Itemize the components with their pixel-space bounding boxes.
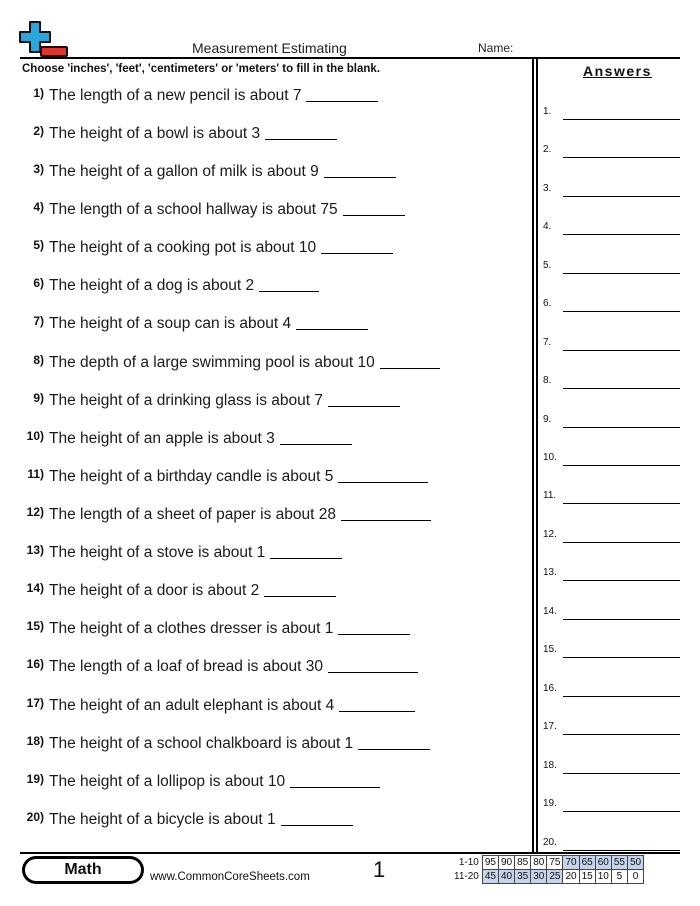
question-number: 2)	[33, 124, 44, 138]
answer-line	[563, 503, 680, 504]
answer-line	[563, 350, 680, 351]
answer-line	[563, 580, 680, 581]
question-number: 11)	[27, 467, 44, 481]
question-number: 4)	[33, 200, 44, 214]
question-item	[20, 163, 396, 181]
answer-line	[563, 234, 680, 235]
answer-blank	[358, 749, 430, 750]
question-number: 17)	[26, 696, 44, 710]
question-text: The height of an adult elephant is about 4	[49, 697, 335, 714]
score-cell: 25	[547, 870, 563, 884]
question-text: The height of a bicycle is about 1	[49, 811, 276, 828]
answer-blank	[264, 596, 336, 597]
question-number: 8)	[33, 353, 44, 367]
score-cell: 95	[482, 856, 498, 870]
answer-number: 20.	[543, 837, 557, 848]
score-cell: 55	[611, 856, 627, 870]
answer-blank	[341, 520, 431, 521]
score-cell: 10	[595, 870, 611, 884]
question-text: The height of a bowl is about 3	[49, 125, 261, 142]
question-item	[20, 315, 368, 333]
question-item	[20, 811, 353, 829]
question-number: 14)	[26, 581, 44, 595]
question-number: 16)	[26, 657, 44, 671]
score-cell: 90	[498, 856, 514, 870]
answer-line	[563, 619, 680, 620]
question-text: The length of a new pencil is about 7	[49, 87, 302, 104]
answer-line	[563, 273, 680, 274]
score-row	[452, 856, 644, 870]
question-item	[20, 277, 319, 295]
answer-line	[563, 542, 680, 543]
answer-number: 4.	[543, 221, 552, 232]
question-text: The height of a lollipop is about 10	[49, 773, 286, 790]
answer-line	[563, 465, 680, 466]
answer-number: 17.	[543, 721, 557, 732]
answer-slot[interactable]	[543, 683, 680, 697]
question-number: 19)	[26, 772, 44, 786]
question-item	[20, 544, 342, 562]
answer-line	[563, 196, 680, 197]
answer-number: 9.	[543, 414, 552, 425]
subject-label: Math	[25, 859, 141, 881]
answer-number: 19.	[543, 798, 557, 809]
question-item	[20, 468, 428, 486]
answer-line	[563, 157, 680, 158]
question-text: The height of a cooking pot is about 10	[49, 239, 317, 256]
question-number: 9)	[33, 391, 44, 405]
question-item	[20, 239, 393, 257]
answer-number: 14.	[543, 606, 557, 617]
answer-number: 11.	[543, 490, 557, 501]
question-text: The height of a clothes dresser is about 1	[49, 620, 334, 637]
score-cell: 30	[531, 870, 547, 884]
score-cell: 5	[611, 870, 627, 884]
question-text: The height of a door is about 2	[49, 582, 260, 599]
answer-number: 7.	[543, 337, 552, 348]
score-cell: 40	[498, 870, 514, 884]
score-cell: 65	[579, 856, 595, 870]
question-item	[20, 773, 380, 791]
answer-line	[563, 773, 680, 774]
answer-number: 16.	[543, 683, 557, 694]
question-item	[20, 125, 337, 143]
score-cell: 35	[515, 870, 531, 884]
answer-blank	[290, 787, 380, 788]
score-cell: 80	[531, 856, 547, 870]
answer-number: 10.	[543, 452, 557, 463]
question-text: The height of a gallon of milk is about 9	[49, 163, 319, 180]
question-text: The height of a dog is about 2	[49, 277, 255, 294]
answer-line	[563, 734, 680, 735]
answer-blank	[280, 444, 352, 445]
question-item	[20, 87, 378, 105]
instructions: Choose 'inches', 'feet', 'centimeters' or 'meters' to fill in the blank.	[22, 63, 381, 75]
question-text: The depth of a large swimming pool is about 10	[49, 354, 375, 371]
answer-slot[interactable]	[543, 760, 680, 774]
answer-blank	[281, 825, 353, 826]
question-number: 15)	[26, 619, 44, 633]
question-item	[20, 201, 405, 219]
logo-icon	[19, 21, 69, 59]
answers-title: Answers	[583, 63, 652, 79]
answer-number: 6.	[543, 298, 552, 309]
answer-line	[563, 657, 680, 658]
question-number: 1)	[33, 86, 44, 100]
question-text: The height of a soup can is about 4	[49, 315, 292, 332]
question-item	[20, 620, 410, 638]
score-cell: 0	[627, 870, 643, 884]
subject-badge	[22, 856, 144, 884]
question-text: The height of a school chalkboard is about 1	[49, 735, 354, 752]
answer-blank	[306, 101, 378, 102]
answer-slot[interactable]	[543, 529, 680, 543]
answer-slot[interactable]	[543, 106, 680, 120]
question-item	[20, 506, 431, 524]
answer-number: 5.	[543, 260, 552, 271]
answer-number: 3.	[543, 183, 552, 194]
answer-number: 18.	[543, 760, 557, 771]
question-number: 7)	[33, 314, 44, 328]
answer-number: 2.	[543, 144, 552, 155]
header-rule	[20, 57, 680, 59]
answer-slot[interactable]	[543, 144, 680, 158]
question-number: 6)	[33, 276, 44, 290]
question-item	[20, 582, 336, 600]
answer-line	[563, 119, 680, 120]
answer-blank	[265, 139, 337, 140]
question-item	[20, 697, 415, 715]
answer-blank	[339, 711, 415, 712]
name-label: Name:	[478, 41, 514, 55]
answer-blank	[328, 406, 400, 407]
answer-slot[interactable]	[543, 375, 680, 389]
answer-blank	[270, 558, 342, 559]
column-divider	[536, 58, 538, 853]
question-text: The length of a sheet of paper is about 28	[49, 506, 336, 523]
answer-blank	[259, 291, 319, 292]
answer-slot[interactable]	[543, 414, 680, 428]
question-number: 3)	[33, 162, 44, 176]
score-cell: 50	[627, 856, 643, 870]
answer-blank	[380, 368, 440, 369]
score-cell: 75	[547, 856, 563, 870]
question-number: 13)	[26, 543, 44, 557]
answer-slot[interactable]	[543, 644, 680, 658]
score-cell: 85	[515, 856, 531, 870]
question-item	[20, 735, 430, 753]
footer-rule	[20, 852, 680, 854]
answer-number: 12.	[543, 529, 557, 540]
question-item	[20, 392, 400, 410]
score-row-label: 1-10	[458, 857, 479, 868]
question-text: The length of a school hallway is about 75	[49, 201, 338, 218]
answer-number: 13.	[543, 567, 557, 578]
score-cell: 70	[563, 856, 579, 870]
answer-slot[interactable]	[543, 837, 680, 851]
answer-slot[interactable]	[543, 606, 680, 620]
answer-line	[563, 311, 680, 312]
answer-slot[interactable]	[543, 567, 680, 581]
answer-line	[563, 850, 680, 851]
answer-slot[interactable]	[543, 798, 680, 812]
question-text: The height of a birthday candle is about 5	[49, 468, 334, 485]
question-number: 18)	[26, 734, 44, 748]
answer-slot[interactable]	[543, 221, 680, 235]
question-item	[20, 354, 440, 372]
score-row	[452, 870, 644, 884]
question-text: The length of a loaf of bread is about 30	[49, 658, 324, 675]
answer-line	[563, 427, 680, 428]
answer-line	[563, 811, 680, 812]
question-number: 10)	[26, 429, 44, 443]
question-item	[20, 430, 352, 448]
score-row-label: 11-20	[454, 871, 479, 882]
answer-slot[interactable]	[543, 490, 680, 504]
question-number: 12)	[26, 505, 44, 519]
question-text: The height of an apple is about 3	[49, 430, 275, 447]
answer-blank	[338, 634, 410, 635]
answer-line	[563, 388, 680, 389]
answer-blank	[321, 253, 393, 254]
answer-slot[interactable]	[543, 183, 680, 197]
column-divider	[532, 58, 534, 853]
score-cell: 20	[563, 870, 579, 884]
answer-blank	[324, 177, 396, 178]
answer-blank	[296, 329, 368, 330]
question-text: The height of a stove is about 1	[49, 544, 266, 561]
answer-blank	[328, 672, 418, 673]
answer-slot[interactable]	[543, 452, 680, 466]
answer-slot[interactable]	[543, 337, 680, 351]
answer-slot[interactable]	[543, 260, 680, 274]
answer-slot[interactable]	[543, 298, 680, 312]
website-link[interactable]: www.CommonCoreSheets.com	[150, 871, 310, 883]
answer-blank	[343, 215, 405, 216]
answer-number: 15.	[543, 644, 557, 655]
answer-slot[interactable]	[543, 721, 680, 735]
answer-blank	[338, 482, 428, 483]
score-cell: 15	[579, 870, 595, 884]
answer-line	[563, 696, 680, 697]
worksheet-title: Measurement Estimating	[192, 40, 347, 56]
score-cell: 45	[482, 870, 498, 884]
page-number: 1	[373, 857, 386, 882]
answer-number: 8.	[543, 375, 552, 386]
answer-number: 1.	[543, 106, 552, 117]
question-number: 20)	[26, 810, 44, 824]
score-table	[452, 855, 644, 884]
score-cell: 60	[595, 856, 611, 870]
question-item	[20, 658, 418, 676]
question-text: The height of a drinking glass is about 7	[49, 392, 324, 409]
question-number: 5)	[33, 238, 44, 252]
